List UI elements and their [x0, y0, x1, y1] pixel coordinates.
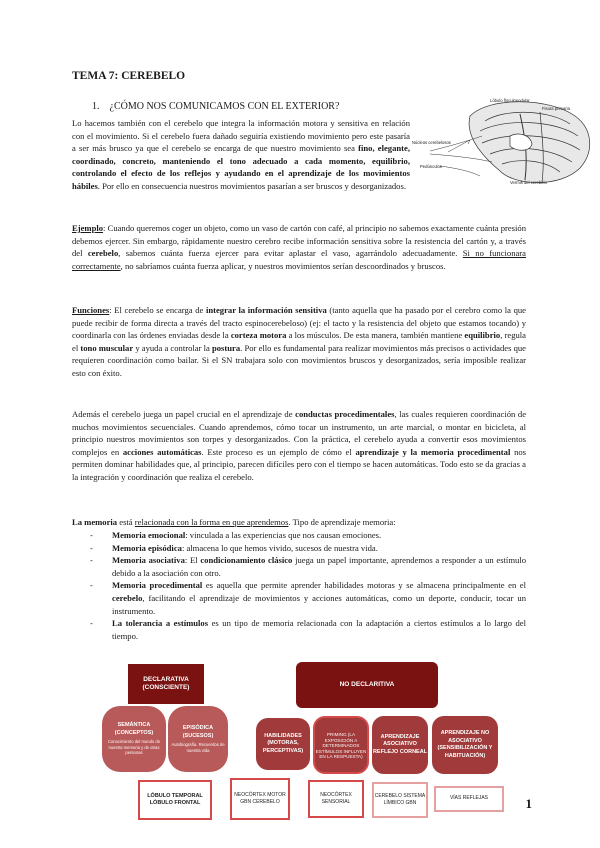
page-title: TEMA 7: CEREBELO [72, 70, 186, 82]
cerebellum-figure [410, 96, 600, 192]
memoria-intro: La memoria está relacionada con la forma en que aprendemos. Tipo de aprendizaje memoria: [72, 517, 396, 527]
list-item: - Memoria episódica: almacena lo que hemos vivido, sucesos de nuestra vida. [90, 542, 378, 553]
habilidades-box: HABILIDADES (MOTORAS, PERCEPTIVAS) [256, 718, 310, 770]
section-number: 1. [92, 101, 100, 112]
ejemplo-paragraph: Ejemplo: Cuando queremos coger un objeto, como un vaso de cartón con café, al principio no sabemos exactamente cuánta presión debemos ejercer. Sin embargo, rápidamente nuestro cerebro recibe información sensitiva sobre la resistencia del cartón y, a través del cerebelo, sabemos cuánta fuerza ejercer para evitar aplastar el vaso, agarrándolo adecuadamente. Si no funcionara correctamente, no sabríamos cuánta fuerza aplicar, y nuestros movimientos serían descoordinados y bruscos. [72, 223, 526, 271]
vias-reflejas-box: VÍAS REFLEJAS [434, 786, 504, 812]
no-declarativa-box: NO DECLARITIVA [296, 662, 438, 708]
neocortex-motor-box: NEOCÓRTEX MOTOR GBN CEREBELO [230, 778, 290, 820]
figure-label-pedunculos: Pedúnculos [420, 164, 442, 169]
figure-label-lobulo: Lóbulo floculonodular [490, 98, 530, 103]
page-number: 1 [525, 796, 532, 811]
section-heading [92, 101, 339, 112]
figure-label-cisura: Fisura primaria [542, 106, 570, 111]
declarativa-box: DECLARATIVA (CONSCIENTE) [128, 664, 204, 704]
aprendizaje-paragraph: Además el cerebelo juega un papel crucial en el aprendizaje de conductas procedimentales, las cuales requieren coordinación de muchos movimientos secuenciales. Cuando aprendemos, cómo tocar un instrumento, un arte marcial, o montar en bicicleta, al principio nuestros movimientos son torpes y desorganizados. Con la práctica, el cerebelo ayuda a convertir esos movimientos complejos en acciones automáticas. Este proceso es un ejemplo de cómo el aprendizaje y la memoria procedimental nos permiten dominar habilidades que, al principio, parecen difíciles pero con el tiempo se hacen automáticas. Todo esto se da gracias a la integración y coordinación que realiza el cerebelo. [72, 409, 527, 482]
episodica-box: EPISÓDICA (SUCESOS) Autobiografía. Recuerdos de nuestra vida [168, 706, 228, 772]
priming-box: PRIMING (LA EXPOSICIÓN A DETERMINADOS ESTÍMULOS INFLUYEN EN LA RESPUESTA) [313, 716, 369, 774]
semantica-box: SEMÁNTICA (CONCEPTOS) Conocimiento del mundo de nuestra memoria y de otras personas [102, 706, 166, 772]
funciones-paragraph: Funciones: El cerebelo se encarga de integrar la información sensitiva (tanto aquella que ha pasado por el cerebro como la que puede recibir de forma directa a través del tracto espinocerebeloso) (ej: el tacto y la resistencia del objeto que estamos tocando) y coordinarla con las órdenes enviadas desde la corteza motora a los músculos. De esta manera, también mantiene equilibrio, regula el tono muscular y ayuda a controlar la postura. Por ello es fundamental para realizar movimientos más precisos o actividades que requieren coordinación como bailar. Si el SN trabajara solo con movimientos bruscos y desorganizados, sería imposible realizar esto con éxito. [72, 305, 526, 378]
intro-paragraph: Lo hacemos también con el cerebelo que integra la información motora y sensitiva en relación con el movimiento. Si el cerebelo fuera dañado seguiría existiendo movimiento pero este pasaría a ser más brusco ya que el cerebelo se encarga de que nuestro movimiento sea fino, elegante, coordinado, concreto, manteniendo el tono adecuado a cada momento, equilibrio, controlando el efecto de los reflejos y ayudando en el aprendizaje de los movimientos hábiles. Por ello en consecuencia nuestros movimientos pasarían a ser bruscos y desorganizados. [72, 118, 410, 191]
aprendizaje-asociativo-box: APRENDIZAJE ASOCIATIVO REFLEJO CORNEAL [372, 716, 428, 774]
list-item: - Memoria asociativa: El condicionamiento clásico juega un papel importante, aprendemos a responder a un estímulo debido a la asociación con otro. [90, 555, 526, 578]
list-item: - Memoria emocional: vinculada a las experiencias que nos causan emociones. [90, 530, 382, 540]
cerebelo-sistema-box: CEREBELO SISTEMA LÍMBICO GBN [372, 782, 428, 818]
figure-label-nucleos: Núcleos cerebelosos [412, 140, 451, 145]
lobulo-box: LÓBULO TEMPORAL LÓBULO FRONTAL [138, 780, 212, 820]
section-title: ¿CÓMO NOS COMUNICAMOS CON EL EXTERIOR? [109, 101, 340, 112]
figure-label-vermis: Vermis del cerebelo [510, 180, 547, 185]
list-item: - La tolerancia a estímulos es un tipo de memoria relacionada con la adaptación a ciertos estímulos a lo largo del tiempo. [90, 618, 526, 641]
aprendizaje-no-asociativo-box: APRENDIZAJE NO ASOCIATIVO (SENSIBILIZACIÓN Y HABITUACIÓN) [432, 716, 498, 774]
neocortex-sensorial-box: NEOCÓRTEX SENSORIAL [308, 780, 364, 818]
memoria-list [72, 529, 526, 642]
list-item: - Memoria procedimental es aquella que permite aprender habilidades motoras y se almacena principalmente en el cerebelo, facilitando el aprendizaje de movimientos y acciones automáticas, como un deporte, conducir, tocar un instrumento. [90, 580, 527, 616]
